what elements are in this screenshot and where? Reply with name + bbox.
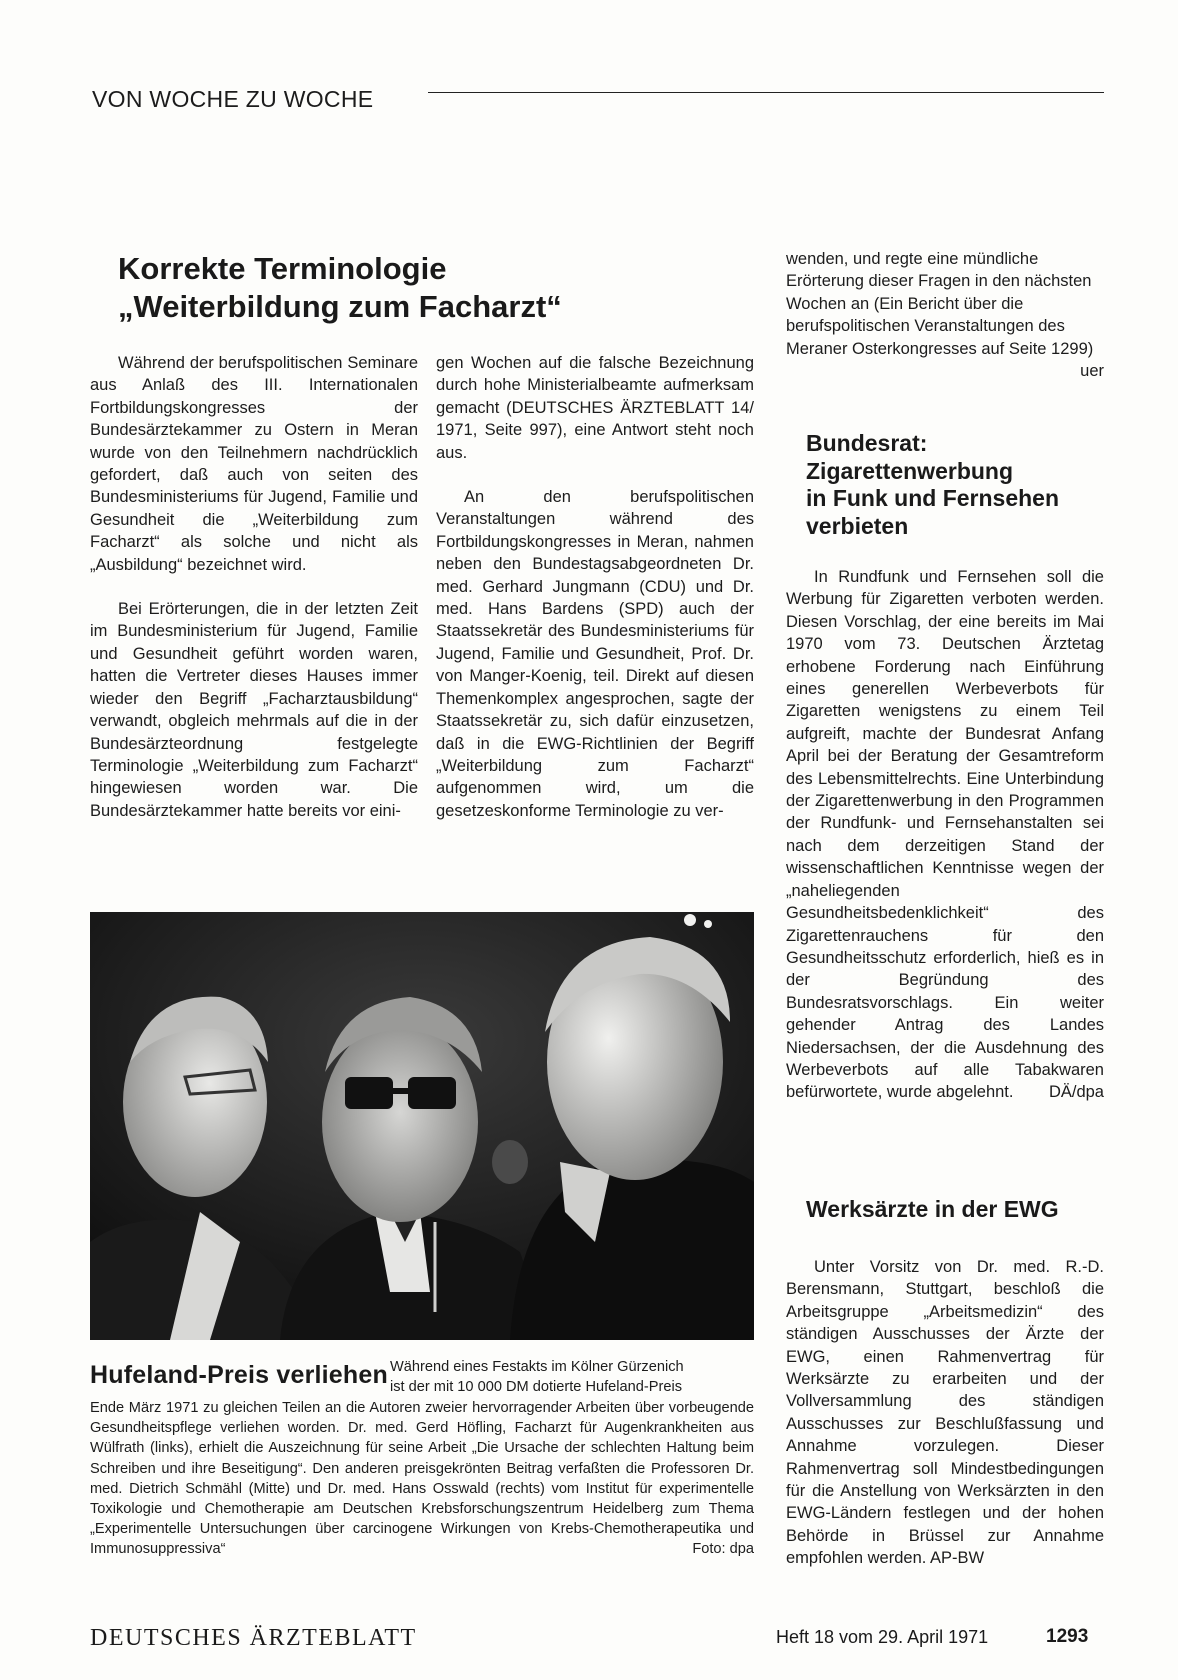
column-1: [90, 352, 418, 822]
photo-hufeland-award: [90, 912, 754, 1340]
page-number: 1293: [1046, 1626, 1089, 1647]
article-title-werksaerzte: Werksärzte in der EWG: [806, 1196, 1059, 1222]
column-2: [436, 352, 754, 822]
article-title-line: Bundesrat:: [806, 430, 928, 456]
column-3-continuation: [786, 248, 1104, 382]
paragraph: [786, 248, 1104, 381]
photo-image: [90, 912, 754, 1340]
caption-lead-line: Während eines Festakts im Kölner Gürzenich: [390, 1359, 684, 1375]
paragraph: [786, 566, 1104, 1104]
photo-caption-body: [90, 1398, 754, 1560]
article-title-line: Korrekte Terminologie: [118, 251, 447, 286]
footer-issue-info: Heft 18 vom 29. April 1971: [776, 1627, 989, 1647]
caption-lead-line: ist der mit 10 000 DM dotierte Hufeland-Preis: [390, 1379, 683, 1396]
article-title-line: verbieten: [806, 512, 909, 539]
article-title-terminologie: [118, 250, 562, 326]
column-3-werksaerzte: [786, 1256, 1104, 1570]
photo-caption-lead: [390, 1357, 754, 1397]
article-title-bundesrat: [806, 430, 1059, 540]
article-title-line: Zigarettenwerbung: [806, 457, 1014, 484]
footer-journal-name: DEUTSCHES ÄRZTEBLATT: [90, 1625, 417, 1651]
paragraph-text: In Rundfunk und Fernsehen soll die Werbung für Zigaretten verboten werden. Diesen Vorschlag, der eine bereits im Mai 1970 vom 73. Deutschen Ärztetag erhobene Forderung nach Einführung eines generellen Werbeverbots für Zigaretten wenigstens zu einem Teil aufgreift, machte der Bundesrat Anfang April bei der Beratung der Gesamtreform des Lebensmittelrechts. Eine Unterbindung der Zigarettenwerbung in den Programmen der Rundfunk- und Fernsehanstalten sei nach dem derzeitigen Stand der wissenschaftlichen Kenntnisse wegen der „naheliegenden Gesundheitsbedenklichkeit“ des Zigarettenrauchens für den Gesundheitsschutz erforderlich, hieß es in der Begründung des Bundesratsvorschlags. Ein weiter gehender Antrag des Landes Niedersachsen, der die Ausdehnung des Werbeverbots auf alle Tabakwaren befürwortete, wurde abgelehnt.: [786, 568, 1104, 1102]
paragraph: Unter Vorsitz von Dr. med. R.-D. Berensmann, Stuttgart, beschloß die Arbeitsgruppe „Arbeitsmedizin“ des ständigen Ausschusses der Ärzte der EWG, einen Rahmenvertrag für Werksärzte zu erarbeiten und der Vollversammlung des ständigen Ausschusses zur Beschlußfassung und Annahme vorzulegen. Dieser Rahmenvertrag soll Mindestbedingungen für die Anstellung von Werksärzten in den EWG-Ländern festlegen und der hohen Behörde in Brüssel zur Annahme empfohlen werden. AP-BW: [786, 1258, 1104, 1568]
photo-caption-title: Hufeland-Preis verliehen: [90, 1361, 388, 1389]
paragraph: gen Wochen auf die falsche Bezeichnung durch hohe Ministerialbeamte aufmerksam gemacht (DEUTSCHES ÄRZTEBLATT 14/ 1971, Seite 997), eine Antwort steht noch aus.: [436, 354, 754, 462]
author-signature: uer: [1080, 362, 1104, 381]
caption-text: Ende März 1971 zu gleichen Teilen an die Autoren zweier hervorragender Arbeiten über vorbeugende Gesundheitspflege verliehen worden. Dr. med. Gerd Höfling, Facharzt für Augenkrankheiten aus Wülfrath (links), erhielt die Auszeichnung für seine Arbeit „Die Ursache der schlechten Haltung beim Schreiben und ihre Beseitigung“. Den anderen preisgekrönten Beitrag verfaßten die Professoren Dr. med. Dietrich Schmähl (Mitte) und Dr. med. Hans Osswald (rechts) vom Institut für experimentelle Toxikologie und Chemotherapie am Deutschen Krebsforschungszentrum Heidelberg zum Thema „Experimentelle Untersuchungen über carcinogene Wirkungen von Krebs-Chemotherapeutika und Immunosuppressiva“: [90, 1400, 754, 1558]
paragraph-text: wenden, und regte eine mündliche Erörterung dieser Fragen in den nächsten Wochen an (Ein Bericht über die berufspolitischen Veranstaltungen des Meraner Osterkongresses auf Seite 1299): [786, 250, 1094, 358]
header-rule: [428, 92, 1104, 93]
author-signature: DÄ/dpa: [1048, 1083, 1104, 1102]
section-label: VON WOCHE ZU WOCHE: [92, 86, 374, 112]
column-3-bundesrat: [786, 566, 1104, 1104]
photo-credit: Foto: dpa: [692, 1541, 754, 1558]
paragraph: Während der berufspolitischen Seminare aus Anlaß des III. Internationalen Fortbildungskongresses der Bundesärztekammer zu Ostern in Meran wurde von den Teilnehmern nachdrücklich gefordert, daß auch von seiten des Bundesministeriums für Jugend, Familie und Gesundheit die „Weiterbildung zum Facharzt“ als solche und nicht als „Ausbildung“ bezeichnet wird.: [90, 354, 418, 574]
article-title-line: „Weiterbildung zum Facharzt“: [118, 288, 562, 324]
paragraph: An den berufspolitischen Veranstaltungen während des Fortbildungskongresses in Meran, nahmen neben den Bundestagsabgeordneten Dr. med. Gerhard Jungmann (CDU) und Dr. med. Hans Bardens (SPD) auch der Staatssekretär des Bundesministeriums für Jugend, Familie und Gesundheit, Prof. Dr. von Manger-Koenig, teil. Direkt auf diesen Themenkomplex angesprochen, sagte der Staatssekretär zu, sich dafür einzusetzen, daß in die EWG-Richtlinien der Begriff „Weiterbildung zum Facharzt“ aufgenommen wird, um die gesetzeskonforme Terminologie zu ver-: [436, 488, 754, 820]
paragraph: Bei Erörterungen, die in der letzten Zeit im Bundesministerium für Jugend, Familie und Gesundheit geführt worden waren, hatten die Vertreter dieses Hauses immer wieder den Begriff „Facharztausbildung“ verwandt, obgleich mehrmals auf die in der Bundesärzteordnung festgelegte Terminologie „Weiterbildung zum Facharzt“ hingewiesen worden war. Die Bundesärztekammer hatte bereits vor eini-: [90, 600, 418, 820]
article-title-line: in Funk und Fernsehen: [806, 485, 1060, 512]
